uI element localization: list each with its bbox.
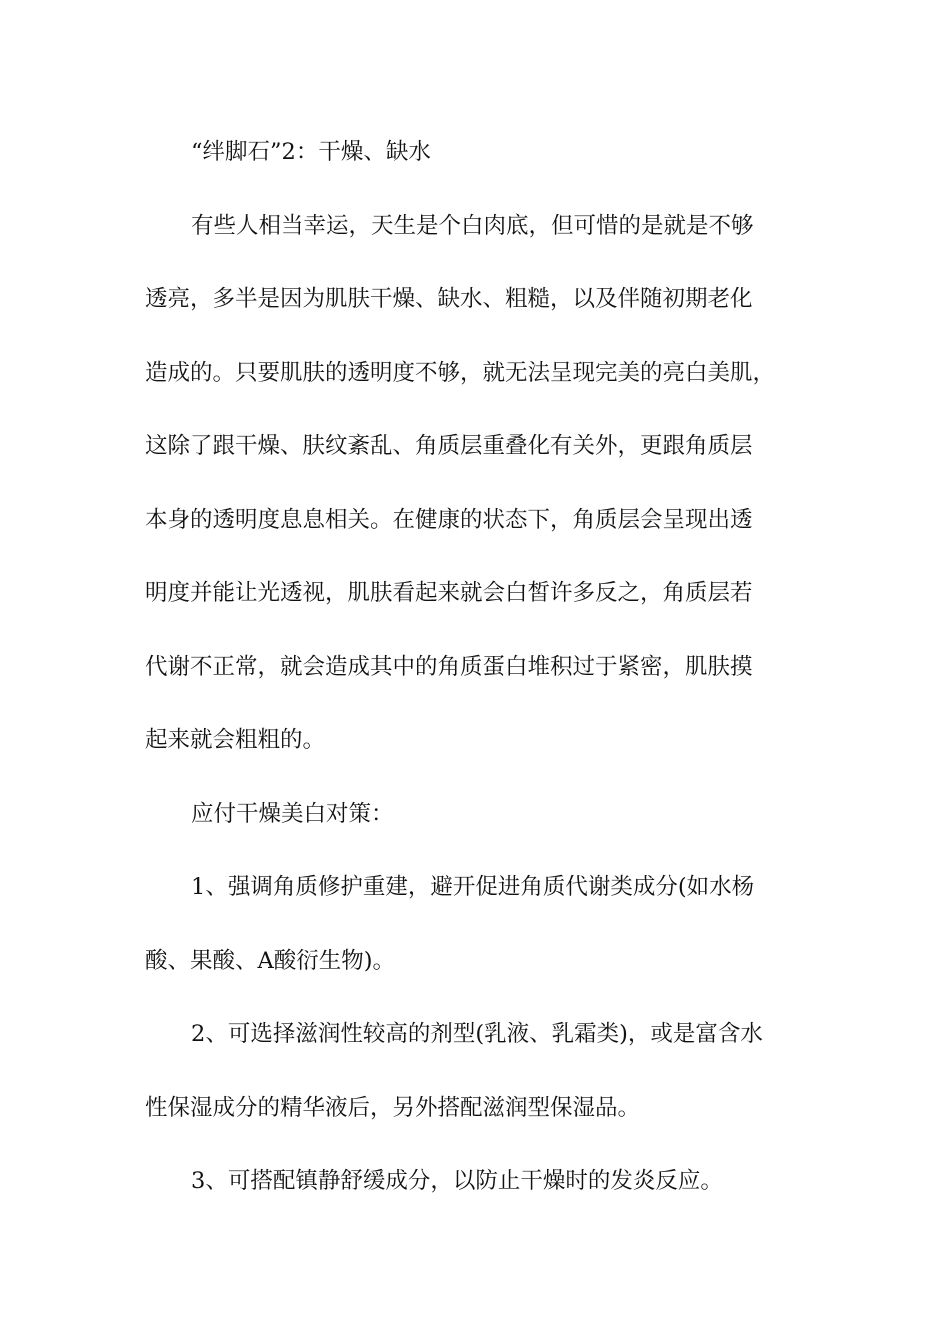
paragraph-line: 有些人相当幸运，天生是个白肉底，但可惜的是就是不够 bbox=[191, 212, 754, 239]
list-item-line: 2、可选择滋润性较高的剂型(乳液、乳霜类)，或是富含水 bbox=[191, 1021, 763, 1047]
strategy-heading: 应付干燥美白对策： bbox=[191, 800, 394, 827]
list-item-line: 1、强调角质修护重建，避开促进角质代谢类成分(如水杨 bbox=[191, 874, 755, 900]
list-item-line: 性保湿成分的精华液后，另外搭配滋润型保湿品。 bbox=[145, 1094, 641, 1121]
document-body bbox=[145, 116, 810, 1219]
paragraph-line: 起来就会粗粗的。 bbox=[145, 727, 326, 753]
paragraph-line: 这除了跟干燥、肤纹紊乱、角质层重叠化有关外，更跟角质层 bbox=[145, 433, 753, 459]
paragraph-line: 明度并能让光透视，肌肤看起来就会白皙许多反之，角质层若 bbox=[145, 580, 753, 606]
section-heading: “绊脚石”2：干燥、缺水 bbox=[191, 139, 431, 165]
paragraph-line: 本身的透明度息息相关。在健康的状态下，角质层会呈现出透 bbox=[145, 506, 753, 533]
list-item-line: 3、可搭配镇静舒缓成分，以防止干燥时的发炎反应。 bbox=[191, 1168, 723, 1194]
paragraph-line: 代谢不正常，就会造成其中的角质蛋白堆积过于紧密，肌肤摸 bbox=[145, 653, 753, 680]
paragraph-line: 透亮，多半是因为肌肤干燥、缺水、粗糙，以及伴随初期老化 bbox=[145, 286, 753, 312]
list-item-line: 酸、果酸、A酸衍生物)。 bbox=[145, 947, 396, 974]
paragraph-line: 造成的。只要肌肤的透明度不够，就无法呈现完美的亮白美肌， bbox=[145, 359, 776, 386]
